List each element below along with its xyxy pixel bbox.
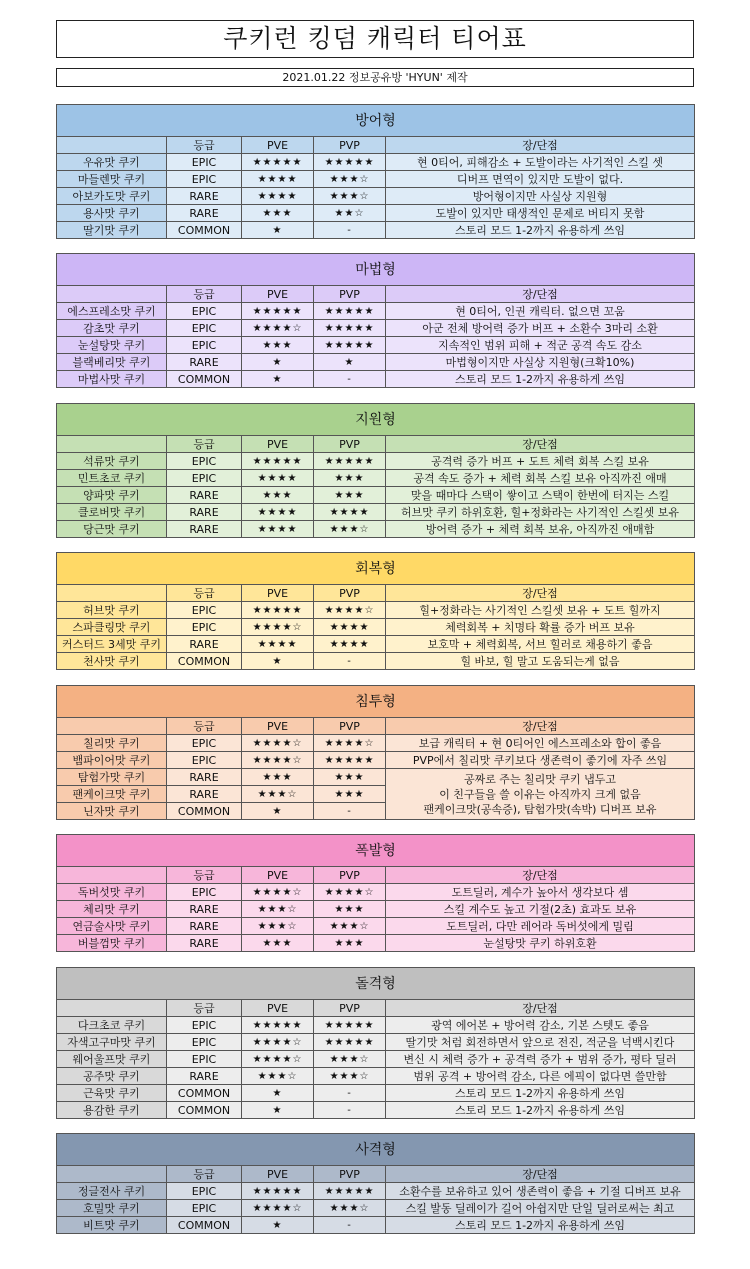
grade-cell: EPIC — [167, 735, 242, 752]
description-cell: 스토리 모드 1-2까지 유용하게 쓰임 — [386, 1102, 695, 1119]
grade-cell: COMMON — [167, 222, 242, 239]
cookie-name: 연금술사맛 쿠키 — [57, 918, 167, 935]
cookie-name: 버블껌맛 쿠키 — [57, 935, 167, 952]
description-cell: 눈설탕맛 쿠키 하위호환 — [386, 935, 695, 952]
page-subtitle: 2021.01.22 정보공유방 'HYUN' 제작 — [56, 68, 694, 87]
pvp-stars: ★★★ — [314, 935, 386, 952]
table-row — [57, 653, 695, 670]
column-header: PVE — [242, 286, 314, 303]
pve-stars: ★★★★☆ — [242, 320, 314, 337]
table-row — [57, 205, 695, 222]
pvp-stars: ★★★☆ — [314, 521, 386, 538]
grade-cell: EPIC — [167, 1017, 242, 1034]
pve-stars: ★★★★ — [242, 504, 314, 521]
column-header: PVE — [242, 137, 314, 154]
pve-stars: ★ — [242, 653, 314, 670]
description-cell: 도트딜러, 계수가 높아서 생각보다 셈 — [386, 884, 695, 901]
grade-cell: RARE — [167, 901, 242, 918]
section-title: 회복형 — [57, 553, 695, 585]
pvp-stars: ★★★★★ — [314, 1183, 386, 1200]
section-5 — [56, 685, 694, 820]
pvp-stars: ★★★★☆ — [314, 884, 386, 901]
table-row — [57, 487, 695, 504]
column-header: PVE — [242, 1166, 314, 1183]
column-header: 등급 — [167, 137, 242, 154]
pvp-stars: ★★★★ — [314, 619, 386, 636]
description-cell: 지속적인 범위 피해 + 적군 공격 속도 감소 — [386, 337, 695, 354]
pvp-stars: ★★★ — [314, 769, 386, 786]
pve-stars: ★★★★ — [242, 636, 314, 653]
pvp-stars: ★★★☆ — [314, 1200, 386, 1217]
grade-cell: EPIC — [167, 470, 242, 487]
description-cell: 딸기맛 처럼 회전하면서 앞으로 전진, 적군을 넉백시킨다 — [386, 1034, 695, 1051]
grade-cell: COMMON — [167, 1085, 242, 1102]
section-4 — [56, 552, 694, 670]
tier-table — [56, 552, 695, 670]
section-title: 돌격형 — [57, 968, 695, 1000]
pve-stars: ★★★ — [242, 769, 314, 786]
cookie-name: 당근맛 쿠키 — [57, 521, 167, 538]
pve-stars: ★★★★★ — [242, 303, 314, 320]
column-header: 장/단점 — [386, 436, 695, 453]
cookie-name: 석류맛 쿠키 — [57, 453, 167, 470]
cookie-name: 공주맛 쿠키 — [57, 1068, 167, 1085]
pve-stars: ★★★★☆ — [242, 619, 314, 636]
grade-cell: RARE — [167, 504, 242, 521]
cookie-name: 민트초코 쿠키 — [57, 470, 167, 487]
grade-cell: EPIC — [167, 1183, 242, 1200]
grade-cell: RARE — [167, 487, 242, 504]
column-header: 장/단점 — [386, 1000, 695, 1017]
table-row — [57, 470, 695, 487]
table-row — [57, 1051, 695, 1068]
description-cell: 허브맛 쿠키 하위호환, 힐+정화라는 사기적인 스킬셋 보유 — [386, 504, 695, 521]
grade-cell: EPIC — [167, 171, 242, 188]
grade-cell: RARE — [167, 786, 242, 803]
table-row — [57, 884, 695, 901]
pvp-stars: ★ — [314, 354, 386, 371]
table-row — [57, 222, 695, 239]
cookie-name: 용사맛 쿠키 — [57, 205, 167, 222]
column-header: 등급 — [167, 436, 242, 453]
cookie-name: 우유맛 쿠키 — [57, 154, 167, 171]
grade-cell: EPIC — [167, 602, 242, 619]
column-header: 등급 — [167, 718, 242, 735]
grade-cell: EPIC — [167, 453, 242, 470]
grade-cell: EPIC — [167, 337, 242, 354]
pve-stars: ★★★☆ — [242, 901, 314, 918]
section-title: 사격형 — [57, 1134, 695, 1166]
table-row — [57, 1217, 695, 1234]
cookie-name: 독버섯맛 쿠키 — [57, 884, 167, 901]
cookie-name: 근육맛 쿠키 — [57, 1085, 167, 1102]
section-8 — [56, 1133, 694, 1234]
table-row — [57, 1085, 695, 1102]
cookie-name: 눈설탕맛 쿠키 — [57, 337, 167, 354]
table-row — [57, 320, 695, 337]
pve-stars: ★★★★★ — [242, 1017, 314, 1034]
column-header-blank — [57, 436, 167, 453]
merged-description — [386, 769, 695, 820]
pvp-stars: ★★★☆ — [314, 1051, 386, 1068]
column-header: 장/단점 — [386, 585, 695, 602]
pve-stars: ★ — [242, 1102, 314, 1119]
section-title: 폭발형 — [57, 835, 695, 867]
grade-cell: COMMON — [167, 1217, 242, 1234]
cookie-name: 마들렌맛 쿠키 — [57, 171, 167, 188]
description-line: 팬케이크맛(공속증), 탐험가맛(속박) 디버프 보유 — [423, 802, 657, 816]
pve-stars: ★★★☆ — [242, 1068, 314, 1085]
pvp-stars: ★★★☆ — [314, 188, 386, 205]
pve-stars: ★★★★ — [242, 521, 314, 538]
column-header: 등급 — [167, 1000, 242, 1017]
cookie-name: 에스프레소맛 쿠키 — [57, 303, 167, 320]
description-cell: 광역 에어본 + 방어력 감소, 기본 스텟도 좋음 — [386, 1017, 695, 1034]
tier-table — [56, 403, 695, 538]
cookie-name: 천사맛 쿠키 — [57, 653, 167, 670]
cookie-name: 비트맛 쿠키 — [57, 1217, 167, 1234]
column-header: 등급 — [167, 1166, 242, 1183]
pvp-stars: ★★★ — [314, 487, 386, 504]
column-header: PVE — [242, 1000, 314, 1017]
column-header-blank — [57, 1000, 167, 1017]
grade-cell: EPIC — [167, 320, 242, 337]
description-cell: 도발이 있지만 태생적인 문제로 버티지 못함 — [386, 205, 695, 222]
description-cell: 스토리 모드 1-2까지 유용하게 쓰임 — [386, 1085, 695, 1102]
grade-cell: RARE — [167, 1068, 242, 1085]
tier-table — [56, 253, 695, 388]
tier-table — [56, 685, 695, 820]
description-cell: 소환수를 보유하고 있어 생존력이 좋음 + 기절 디버프 보유 — [386, 1183, 695, 1200]
section-title: 침투형 — [57, 686, 695, 718]
table-row — [57, 154, 695, 171]
pvp-stars: - — [314, 1217, 386, 1234]
cookie-name: 아보카도맛 쿠키 — [57, 188, 167, 205]
pvp-stars: - — [314, 222, 386, 239]
description-cell: 힐+정화라는 사기적인 스킬셋 보유 + 도트 힐까지 — [386, 602, 695, 619]
description-cell: 맞을 때마다 스택이 쌓이고 스택이 한번에 터지는 스킬 — [386, 487, 695, 504]
pvp-stars: - — [314, 653, 386, 670]
column-header: 장/단점 — [386, 137, 695, 154]
pvp-stars: - — [314, 803, 386, 820]
column-header: PVP — [314, 137, 386, 154]
table-row — [57, 769, 695, 786]
description-cell: 공격력 증가 버프 + 도트 체력 회복 스킬 보유 — [386, 453, 695, 470]
table-row — [57, 337, 695, 354]
description-cell: 도트딜러, 다만 레어라 독버섯에게 밀림 — [386, 918, 695, 935]
description-cell: 범위 공격 + 방어력 감소, 다른 에픽이 없다면 쓸만함 — [386, 1068, 695, 1085]
cookie-name: 커스터드 3세맛 쿠키 — [57, 636, 167, 653]
cookie-name: 클로버맛 쿠키 — [57, 504, 167, 521]
table-row — [57, 371, 695, 388]
description-cell: 체력회복 + 치명타 확률 증가 버프 보유 — [386, 619, 695, 636]
grade-cell: RARE — [167, 769, 242, 786]
table-row — [57, 504, 695, 521]
pve-stars: ★★★ — [242, 935, 314, 952]
column-header-blank — [57, 585, 167, 602]
section-title: 지원형 — [57, 404, 695, 436]
pvp-stars: ★★★☆ — [314, 918, 386, 935]
section-title: 마법형 — [57, 254, 695, 286]
pve-stars: ★★★☆ — [242, 918, 314, 935]
grade-cell: RARE — [167, 935, 242, 952]
pvp-stars: ★★★★★ — [314, 154, 386, 171]
table-row — [57, 303, 695, 320]
pve-stars: ★★★ — [242, 205, 314, 222]
grade-cell: EPIC — [167, 619, 242, 636]
grade-cell: EPIC — [167, 1200, 242, 1217]
description-line: 공짜로 주는 칠리맛 쿠키 냅두고 — [463, 772, 617, 786]
section-title: 방어형 — [57, 105, 695, 137]
column-header: PVP — [314, 1166, 386, 1183]
tier-table — [56, 834, 695, 952]
table-row — [57, 354, 695, 371]
pve-stars: ★★★★☆ — [242, 1034, 314, 1051]
pve-stars: ★ — [242, 354, 314, 371]
pve-stars: ★★★★☆ — [242, 735, 314, 752]
pvp-stars: ★★★ — [314, 786, 386, 803]
pve-stars: ★ — [242, 1217, 314, 1234]
cookie-name: 용감한 쿠키 — [57, 1102, 167, 1119]
cookie-name: 딸기맛 쿠키 — [57, 222, 167, 239]
column-header: PVP — [314, 867, 386, 884]
description-cell: 스킬 계수도 높고 기절(2초) 효과도 보유 — [386, 901, 695, 918]
column-header: PVE — [242, 436, 314, 453]
table-row — [57, 901, 695, 918]
column-header: 장/단점 — [386, 718, 695, 735]
table-row — [57, 636, 695, 653]
table-row — [57, 935, 695, 952]
description-cell: 마법형이지만 사실상 지원형(크확10%) — [386, 354, 695, 371]
pve-stars: ★★★★☆ — [242, 1051, 314, 1068]
column-header: 등급 — [167, 286, 242, 303]
pvp-stars: ★★★ — [314, 470, 386, 487]
grade-cell: EPIC — [167, 1034, 242, 1051]
pvp-stars: ★★★★★ — [314, 752, 386, 769]
grade-cell: EPIC — [167, 884, 242, 901]
column-header: PVE — [242, 867, 314, 884]
pvp-stars: ★★★★ — [314, 504, 386, 521]
column-header: PVE — [242, 718, 314, 735]
grade-cell: EPIC — [167, 752, 242, 769]
pve-stars: ★ — [242, 803, 314, 820]
pvp-stars: - — [314, 1102, 386, 1119]
table-row — [57, 918, 695, 935]
pvp-stars: ★★★★★ — [314, 1034, 386, 1051]
table-row — [57, 1017, 695, 1034]
description-cell: 공격 속도 증가 + 체력 회복 스킬 보유 아직까진 애매 — [386, 470, 695, 487]
column-header: PVE — [242, 585, 314, 602]
pvp-stars: ★★★★ — [314, 636, 386, 653]
column-header: PVP — [314, 1000, 386, 1017]
cookie-name: 양파맛 쿠키 — [57, 487, 167, 504]
cookie-name: 웨어울프맛 쿠키 — [57, 1051, 167, 1068]
table-row — [57, 602, 695, 619]
grade-cell: COMMON — [167, 1102, 242, 1119]
table-row — [57, 171, 695, 188]
pve-stars: ★★★★☆ — [242, 752, 314, 769]
tier-table — [56, 1133, 695, 1234]
description-cell: 스토리 모드 1-2까지 유용하게 쓰임 — [386, 222, 695, 239]
pvp-stars: ★★☆ — [314, 205, 386, 222]
cookie-name: 체리맛 쿠키 — [57, 901, 167, 918]
pve-stars: ★★★★★ — [242, 154, 314, 171]
pvp-stars: ★★★☆ — [314, 1068, 386, 1085]
column-header: 장/단점 — [386, 286, 695, 303]
column-header: 등급 — [167, 867, 242, 884]
description-cell: 힐 바보, 힐 말고 도움되는게 없음 — [386, 653, 695, 670]
pve-stars: ★★★★★ — [242, 602, 314, 619]
table-row — [57, 453, 695, 470]
pvp-stars: - — [314, 1085, 386, 1102]
grade-cell: EPIC — [167, 1051, 242, 1068]
grade-cell: RARE — [167, 636, 242, 653]
column-header: 등급 — [167, 585, 242, 602]
cookie-name: 자색고구마맛 쿠키 — [57, 1034, 167, 1051]
pvp-stars: ★★★★☆ — [314, 602, 386, 619]
cookie-name: 허브맛 쿠키 — [57, 602, 167, 619]
pvp-stars: ★★★ — [314, 901, 386, 918]
pve-stars: ★★★★ — [242, 188, 314, 205]
pvp-stars: ★★★★☆ — [314, 735, 386, 752]
column-header-blank — [57, 286, 167, 303]
column-header: PVP — [314, 286, 386, 303]
table-row — [57, 619, 695, 636]
pve-stars: ★★★ — [242, 337, 314, 354]
column-header: 장/단점 — [386, 1166, 695, 1183]
cookie-name: 정글전사 쿠키 — [57, 1183, 167, 1200]
pve-stars: ★★★★★ — [242, 453, 314, 470]
pve-stars: ★★★☆ — [242, 786, 314, 803]
table-row — [57, 1183, 695, 1200]
cookie-name: 팬케이크맛 쿠키 — [57, 786, 167, 803]
column-header: PVP — [314, 585, 386, 602]
table-row — [57, 1034, 695, 1051]
cookie-name: 닌자맛 쿠키 — [57, 803, 167, 820]
section-1 — [56, 104, 694, 239]
pvp-stars: ★★★★★ — [314, 303, 386, 320]
section-7 — [56, 967, 694, 1119]
pvp-stars: ★★★★★ — [314, 1017, 386, 1034]
pve-stars: ★ — [242, 222, 314, 239]
description-cell: 변신 시 체력 증가 + 공격력 증가 + 범위 증가, 평타 딜러 — [386, 1051, 695, 1068]
cookie-name: 감초맛 쿠키 — [57, 320, 167, 337]
tier-table — [56, 967, 695, 1119]
description-cell: 현 0티어, 인권 캐릭터. 없으면 꼬움 — [386, 303, 695, 320]
section-2 — [56, 253, 694, 388]
table-row — [57, 735, 695, 752]
grade-cell: COMMON — [167, 653, 242, 670]
pvp-stars: ★★★★★ — [314, 337, 386, 354]
column-header: 장/단점 — [386, 867, 695, 884]
description-cell: 스킬 발동 딜레이가 길어 아쉽지만 단일 딜러로써는 최고 — [386, 1200, 695, 1217]
grade-cell: RARE — [167, 521, 242, 538]
pve-stars: ★★★★☆ — [242, 884, 314, 901]
pve-stars: ★★★★☆ — [242, 1200, 314, 1217]
cookie-name: 탐험가맛 쿠키 — [57, 769, 167, 786]
description-cell: 보급 캐릭터 + 현 0티어인 에스프레소와 합이 좋음 — [386, 735, 695, 752]
description-cell: 현 0티어, 피해감소 + 도발이라는 사기적인 스킬 셋 — [386, 154, 695, 171]
column-header: PVP — [314, 718, 386, 735]
description-cell: 방어형이지만 사실상 지원형 — [386, 188, 695, 205]
grade-cell: RARE — [167, 188, 242, 205]
pve-stars: ★★★ — [242, 487, 314, 504]
table-row — [57, 1200, 695, 1217]
table-row — [57, 1068, 695, 1085]
column-header-blank — [57, 137, 167, 154]
pve-stars: ★ — [242, 1085, 314, 1102]
grade-cell: RARE — [167, 205, 242, 222]
description-cell: 보호막 + 체력회복, 서브 힐러로 채용하기 좋음 — [386, 636, 695, 653]
grade-cell: RARE — [167, 354, 242, 371]
section-6 — [56, 834, 694, 952]
cookie-name: 다크초코 쿠키 — [57, 1017, 167, 1034]
section-3 — [56, 403, 694, 538]
pvp-stars: - — [314, 371, 386, 388]
tier-table — [56, 104, 695, 239]
page-title: 쿠키런 킹덤 캐릭터 티어표 — [56, 20, 694, 58]
pvp-stars: ★★★☆ — [314, 171, 386, 188]
column-header-blank — [57, 1166, 167, 1183]
grade-cell: COMMON — [167, 803, 242, 820]
column-header: PVP — [314, 436, 386, 453]
cookie-name: 칠리맛 쿠키 — [57, 735, 167, 752]
column-header-blank — [57, 867, 167, 884]
pve-stars: ★★★★ — [242, 470, 314, 487]
pve-stars: ★ — [242, 371, 314, 388]
description-cell: 스토리 모드 1-2까지 유용하게 쓰임 — [386, 371, 695, 388]
description-cell: 방어력 증가 + 체력 회복 보유, 아직까진 애매함 — [386, 521, 695, 538]
pvp-stars: ★★★★★ — [314, 320, 386, 337]
grade-cell: RARE — [167, 918, 242, 935]
table-row — [57, 521, 695, 538]
pve-stars: ★★★★ — [242, 171, 314, 188]
pve-stars: ★★★★★ — [242, 1183, 314, 1200]
cookie-name: 뱀파이어맛 쿠키 — [57, 752, 167, 769]
cookie-name: 블랙베리맛 쿠키 — [57, 354, 167, 371]
grade-cell: EPIC — [167, 303, 242, 320]
description-cell: 스토리 모드 1-2까지 유용하게 쓰임 — [386, 1217, 695, 1234]
grade-cell: COMMON — [167, 371, 242, 388]
cookie-name: 마법사맛 쿠키 — [57, 371, 167, 388]
cookie-name: 스파클링맛 쿠키 — [57, 619, 167, 636]
description-cell: PVP에서 칠리맛 쿠키보다 생존력이 좋기에 자주 쓰임 — [386, 752, 695, 769]
table-row — [57, 752, 695, 769]
description-line: 이 친구들을 쓸 이유는 아직까지 크게 없음 — [439, 787, 641, 801]
description-cell: 아군 전체 방어력 증가 버프 + 소환수 3마리 소환 — [386, 320, 695, 337]
description-cell: 디버프 면역이 있지만 도발이 없다. — [386, 171, 695, 188]
grade-cell: EPIC — [167, 154, 242, 171]
cookie-name: 호밀맛 쿠키 — [57, 1200, 167, 1217]
table-row — [57, 188, 695, 205]
column-header-blank — [57, 718, 167, 735]
table-row — [57, 1102, 695, 1119]
pvp-stars: ★★★★★ — [314, 453, 386, 470]
